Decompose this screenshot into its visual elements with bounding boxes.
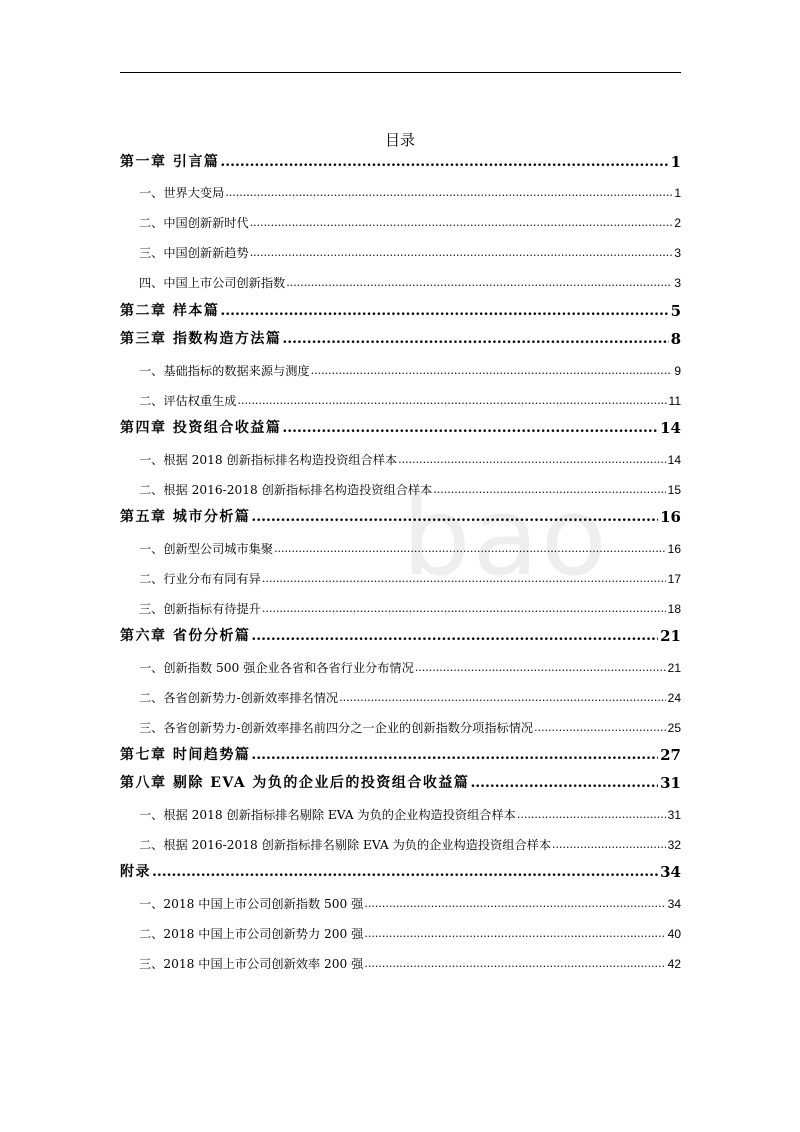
- toc-page-number: 34: [660, 863, 681, 881]
- toc-section-5-2[interactable]: [139, 566, 681, 588]
- toc-leader-dots: [250, 214, 673, 232]
- toc-chapter-1[interactable]: [120, 150, 681, 172]
- toc-page-number: 40: [667, 927, 681, 941]
- toc-section-6-1[interactable]: [139, 655, 681, 677]
- toc-page-number: 25: [667, 721, 681, 735]
- toc-entry-label: 一、世界大变局: [139, 186, 225, 200]
- toc-leader-dots: [220, 152, 668, 172]
- toc-page-number: 27: [660, 746, 681, 764]
- toc-page-number: 8: [670, 330, 681, 348]
- toc-appendix[interactable]: [120, 860, 681, 882]
- toc-leader-dots: [282, 418, 658, 438]
- toc-section-8-1[interactable]: [139, 802, 681, 824]
- toc-entry-label: 二、根据 2016-2018 创新指标排名构造投资组合样本: [139, 483, 433, 497]
- toc-leader-dots: [311, 362, 673, 380]
- toc-entry-label: 二、行业分布有同有异: [139, 572, 261, 586]
- toc-leader-dots: [517, 806, 666, 824]
- toc-leader-dots: [238, 392, 667, 410]
- toc-entry-label: 二、各省创新势力-创新效率排名情况: [139, 691, 339, 705]
- toc-chapter-3[interactable]: [120, 327, 681, 349]
- toc-leader-dots: [251, 745, 658, 765]
- toc-entry-label: 二、2018 中国上市公司创新势力 200 强: [139, 927, 364, 941]
- toc-entry-label: 第二章 样本篇: [120, 303, 220, 319]
- toc-page-number: 5: [670, 302, 681, 320]
- toc-entry-label: 第七章 时间趋势篇: [120, 747, 251, 763]
- toc-page-number: 34: [667, 897, 681, 911]
- toc-page-number: 21: [660, 627, 681, 645]
- toc-entry-label: 附录: [120, 864, 151, 880]
- toc-page-number: 14: [660, 419, 681, 437]
- toc-entry-label: 三、创新指标有待提升: [139, 602, 261, 616]
- toc-leader-dots: [339, 689, 666, 707]
- toc-section-5-1[interactable]: [139, 536, 681, 558]
- toc-section-3-2[interactable]: [139, 388, 681, 410]
- toc-leader-dots: [364, 925, 665, 943]
- toc-section-8-2[interactable]: [139, 832, 681, 854]
- toc-leader-dots: [534, 719, 666, 737]
- toc-leader-dots: [415, 659, 666, 677]
- toc-entry-label: 第一章 引言篇: [120, 154, 220, 170]
- toc-page-number: 1: [670, 153, 681, 171]
- toc-section-6-2[interactable]: [139, 685, 681, 707]
- toc-entry-label: 一、2018 中国上市公司创新指数 500 强: [139, 897, 364, 911]
- header-rule: [120, 72, 681, 73]
- toc-chapter-7[interactable]: [120, 743, 681, 765]
- toc-chapter-2[interactable]: [120, 299, 681, 321]
- toc-entry-label: 第八章 剔除 EVA 为负的企业后的投资组合收益篇: [120, 775, 470, 791]
- toc-page-number: 3: [674, 246, 681, 260]
- toc-leader-dots: [286, 274, 672, 292]
- toc-entry-label: 二、中国创新新时代: [139, 216, 249, 230]
- toc-leader-dots: [262, 600, 666, 618]
- toc-chapter-8[interactable]: [120, 771, 681, 793]
- toc-page-number: 9: [674, 364, 681, 378]
- toc-entry-label: 二、根据 2016-2018 创新指标排名剔除 EVA 为负的企业构造投资组合样本: [139, 838, 552, 852]
- toc-section-4-2[interactable]: [139, 477, 681, 499]
- toc-leader-dots: [251, 507, 658, 527]
- toc-chapter-4[interactable]: [120, 416, 681, 438]
- toc-entry-label: 三、中国创新新趋势: [139, 246, 249, 260]
- toc-leader-dots: [282, 329, 668, 349]
- toc-page-number: 16: [660, 508, 681, 526]
- toc-entry-label: 第六章 省份分析篇: [120, 628, 251, 644]
- toc-entry-label: 一、创新指数 500 强企业各省和各省行业分布情况: [139, 661, 414, 675]
- toc-section-1-3[interactable]: [139, 240, 681, 262]
- toc-leader-dots: [470, 773, 658, 793]
- toc-entry-label: 一、创新型公司城市集聚: [139, 542, 274, 556]
- toc-section-appendix-3[interactable]: [139, 951, 681, 973]
- toc-section-appendix-1[interactable]: [139, 891, 681, 913]
- toc-section-6-3[interactable]: [139, 715, 681, 737]
- toc-entry-label: 一、根据 2018 创新指标排名构造投资组合样本: [139, 453, 398, 467]
- toc-entry-label: 三、2018 中国上市公司创新效率 200 强: [139, 957, 364, 971]
- toc-section-3-1[interactable]: [139, 358, 681, 380]
- toc-leader-dots: [274, 540, 666, 558]
- toc-section-appendix-2[interactable]: [139, 921, 681, 943]
- toc-section-1-1[interactable]: [139, 180, 681, 202]
- toc-section-1-4[interactable]: [139, 270, 681, 292]
- toc-leader-dots: [364, 955, 665, 973]
- toc-entry-label: 第三章 指数构造方法篇: [120, 331, 282, 347]
- toc-page-number: 42: [667, 957, 681, 971]
- toc-section-1-2[interactable]: [139, 210, 681, 232]
- toc-page-number: 1: [674, 186, 681, 200]
- toc-page-number: 15: [667, 483, 681, 497]
- toc-entry-label: 第五章 城市分析篇: [120, 509, 251, 525]
- toc-page-number: 21: [667, 661, 681, 675]
- toc-leader-dots: [398, 451, 666, 469]
- toc-page-number: 18: [667, 602, 681, 616]
- toc-leader-dots: [433, 481, 665, 499]
- toc-leader-dots: [251, 626, 658, 646]
- toc-entry-label: 第四章 投资组合收益篇: [120, 420, 282, 436]
- toc-page-number: 31: [667, 808, 681, 822]
- toc-leader-dots: [250, 244, 673, 262]
- toc-page-number: 31: [660, 774, 681, 792]
- toc-leader-dots: [225, 184, 672, 202]
- toc-section-5-3[interactable]: [139, 596, 681, 618]
- toc-page-number: 17: [667, 572, 681, 586]
- toc-leader-dots: [220, 301, 668, 321]
- toc-page-number: 16: [667, 542, 681, 556]
- toc-leader-dots: [552, 836, 666, 854]
- toc-entry-label: 一、根据 2018 创新指标排名剔除 EVA 为负的企业构造投资组合样本: [139, 808, 516, 822]
- toc-page-number: 3: [674, 276, 681, 290]
- toc-leader-dots: [262, 570, 666, 588]
- toc-page-number: 24: [667, 691, 681, 705]
- toc-page-number: 32: [667, 838, 681, 852]
- toc-page-number: 14: [667, 453, 681, 467]
- toc-section-4-1[interactable]: [139, 447, 681, 469]
- toc-chapter-5[interactable]: [120, 505, 681, 527]
- watermark-text: bao: [402, 475, 609, 600]
- toc-entry-label: 二、评估权重生成: [139, 394, 237, 408]
- toc-page-number: 11: [668, 394, 681, 408]
- toc-title: 目录: [384, 131, 415, 149]
- toc-entry-label: 四、中国上市公司创新指数: [139, 276, 286, 290]
- toc-page-number: 2: [674, 216, 681, 230]
- toc-chapter-6[interactable]: [120, 624, 681, 646]
- toc-entry-label: 一、基础指标的数据来源与测度: [139, 364, 310, 378]
- toc-entry-label: 三、各省创新势力-创新效率排名前四分之一企业的创新指数分项指标情况: [139, 721, 534, 735]
- toc-leader-dots: [364, 895, 665, 913]
- toc-leader-dots: [152, 862, 658, 882]
